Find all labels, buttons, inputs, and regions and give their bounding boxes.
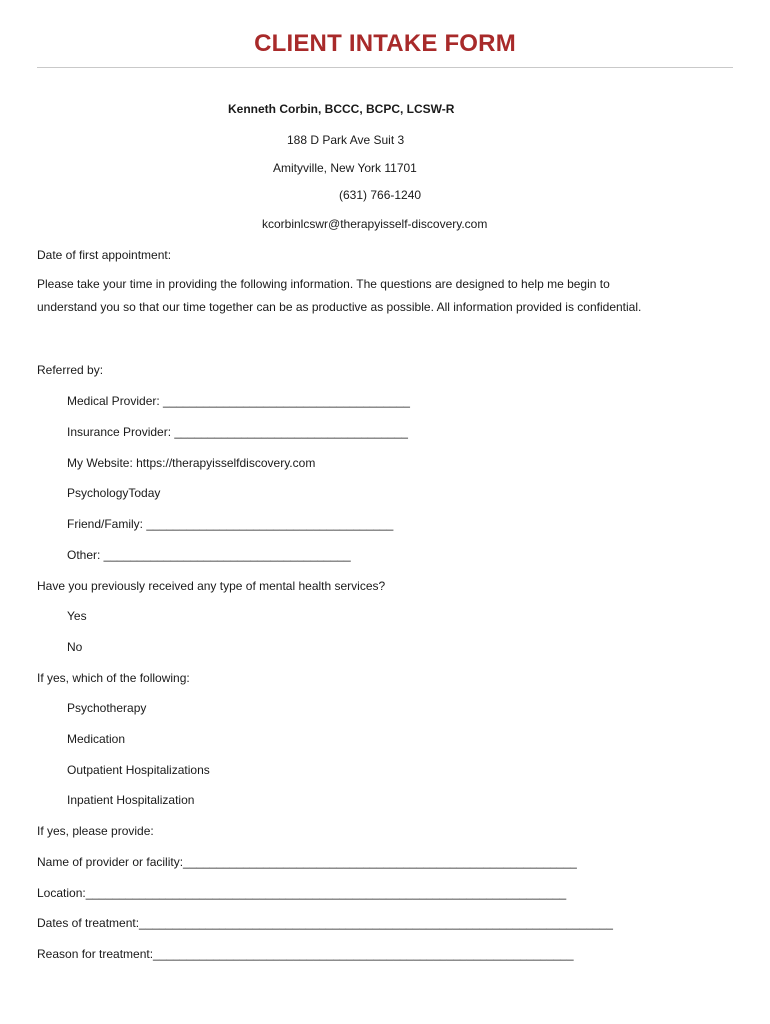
services-option-no: No	[67, 640, 83, 654]
phone-number: (631) 766-1240	[339, 188, 422, 202]
intro-paragraph: Please take your time in providing the following information. The questions are designed to help me begin to understand you so that our time together can be as productive as possible. All information provided is confidential.	[37, 277, 642, 314]
provider-name: Kenneth Corbin, BCCC, BCPC, LCSW-R	[228, 102, 455, 116]
address-line-1: 188 D Park Ave Suit 3	[287, 133, 405, 147]
title-divider	[37, 67, 733, 68]
referral-option-insurance-provider: Insurance Provider: ___________________________________	[67, 425, 408, 439]
services-option-yes: Yes	[67, 609, 87, 623]
location-field: Location:________________________________________________________________________	[37, 886, 567, 900]
date-of-first-appointment-label: Date of first appointment:	[37, 248, 172, 262]
referral-option-other: Other: _____________________________________	[67, 548, 351, 562]
referred-by-label: Referred by:	[37, 363, 104, 377]
page-title: CLIENT INTAKE FORM	[254, 30, 516, 57]
reason-for-treatment-field: Reason for treatment:_______________________________________________________________	[37, 947, 574, 961]
address-line-2: Amityville, New York 11701	[273, 161, 417, 175]
service-option-inpatient: Inpatient Hospitalization	[67, 793, 195, 807]
service-option-medication: Medication	[67, 732, 126, 746]
referral-option-friend-family: Friend/Family: _____________________________________	[67, 517, 394, 531]
referral-option-website: My Website: https://therapyisselfdiscovery.com	[67, 456, 316, 470]
service-option-psychotherapy: Psychotherapy	[67, 701, 147, 715]
please-provide-label: If yes, please provide:	[37, 824, 154, 838]
which-services-label: If yes, which of the following:	[37, 671, 190, 685]
dates-of-treatment-field: Dates of treatment:_______________________________________________________________________	[37, 916, 613, 930]
service-option-outpatient: Outpatient Hospitalizations	[67, 763, 210, 777]
provider-facility-field: Name of provider or facility:___________________________________________________________	[37, 855, 577, 869]
previous-services-question: Have you previously received any type of mental health services?	[37, 579, 386, 593]
referral-option-medical-provider: Medical Provider: _____________________________________	[67, 394, 410, 408]
email-address: kcorbinlcswr@therapyisself-discovery.com	[262, 217, 488, 231]
referral-option-psychology-today: PsychologyToday	[67, 486, 161, 500]
